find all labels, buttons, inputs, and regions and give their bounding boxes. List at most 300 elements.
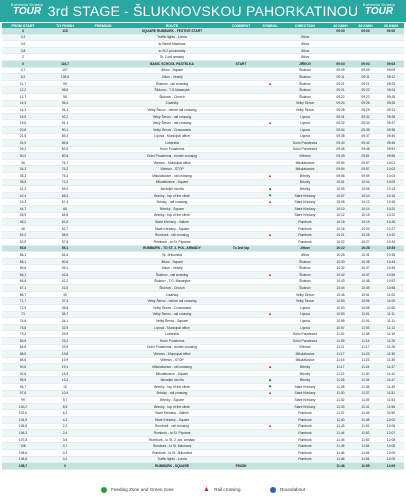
table-row xyxy=(2,126,404,133)
cell-time-35: 09:28 xyxy=(378,100,404,107)
cell-time-35: 11:26 xyxy=(378,337,404,344)
cell-time-35: 10:39 xyxy=(378,252,404,259)
cell-to-finish: 80,5 xyxy=(44,153,86,160)
cell-symbol xyxy=(258,370,282,377)
cell-comment xyxy=(224,47,258,54)
cell-route: Staré Křečany - Valbeň xyxy=(120,410,224,417)
cell-to-finish: 2,2 xyxy=(44,423,86,430)
cell-time-38: 09:37 xyxy=(353,133,378,140)
cell-symbol xyxy=(258,153,282,160)
itinerary-table xyxy=(2,23,404,470)
cell-symbol xyxy=(258,219,282,226)
cell-from-start: 36 xyxy=(2,159,44,166)
table-row xyxy=(2,120,404,127)
cell-time-38: 11:03 xyxy=(353,324,378,331)
cell-to-finish: 75,4 xyxy=(44,173,86,180)
cell-time-38: 09:57 xyxy=(353,166,378,173)
cell-to-finish: 15,9 xyxy=(44,370,86,377)
cell-from-start: 53,6 xyxy=(2,245,44,252)
cell-route: Brtníky - top of the climb xyxy=(120,384,224,391)
cell-time-35: 10:16 xyxy=(378,192,404,199)
cell-time-38: 09:09 xyxy=(353,67,378,74)
cell-time-38: 10:28 xyxy=(353,245,378,252)
cell-to-finish: 82,5 xyxy=(44,146,86,153)
cell-from-start: 34,3 xyxy=(2,166,44,173)
cell-to-finish: 37,4 xyxy=(44,298,86,305)
cell-route: Rumburk - to St. Plynárni xyxy=(120,430,224,437)
table-body xyxy=(2,28,404,469)
cell-direction: Rumburk xyxy=(282,410,328,417)
cell-route: Mikulášovice - Square xyxy=(120,370,224,377)
cell-symbol xyxy=(258,278,282,285)
table-row xyxy=(2,41,404,48)
cell-premium xyxy=(86,219,120,226)
cell-comment xyxy=(224,443,258,450)
cell-time-35: 09:09 xyxy=(378,67,404,74)
cell-premium xyxy=(86,239,120,246)
cell-route: Císařský xyxy=(120,291,224,298)
cell-time-38: 10:20 xyxy=(353,225,378,232)
cell-time-38: 11:55 xyxy=(353,463,378,470)
cell-to-finish: 116,7 xyxy=(44,60,86,67)
cell-symbol xyxy=(258,265,282,272)
cell-route: Šluknov - rail crossing xyxy=(120,80,224,87)
cell-premium xyxy=(86,126,120,133)
cell-comment xyxy=(224,133,258,140)
cell-comment xyxy=(224,74,258,81)
cell-symbol xyxy=(258,179,282,186)
cell-comment xyxy=(224,417,258,424)
cell-from-start: 102,5 xyxy=(2,410,44,417)
cell-time-40: 09:31 xyxy=(328,113,353,120)
cell-from-start: 42,4 xyxy=(2,192,44,199)
page-title: 3rd STAGE - ŠLUKNOVSKOU PAHORKATINOU xyxy=(47,3,359,19)
table-row xyxy=(2,245,404,252)
logo-subtitle: Bohemia Sudety xyxy=(10,2,44,7)
cell-symbol xyxy=(258,397,282,404)
table-row xyxy=(2,436,404,443)
cell-symbol xyxy=(258,271,282,278)
cell-symbol xyxy=(258,87,282,94)
cell-route: Staré Křečany - Square xyxy=(120,225,224,232)
cell-time-35: 11:49 xyxy=(378,384,404,391)
cell-time-38: 11:37 xyxy=(353,390,378,397)
cell-route: Loberská xyxy=(120,331,224,338)
cell-route: Mikulášovice - rail crossing xyxy=(120,364,224,371)
cell-route: BASIC SCHOOL PASTELKA xyxy=(120,60,224,67)
cell-direction: Jiřkov xyxy=(282,34,328,41)
cell-premium xyxy=(86,107,120,114)
cell-time-35: 09:25 xyxy=(378,93,404,100)
cell-time-35: 11:08 xyxy=(378,304,404,311)
cell-direction: Jiřkov xyxy=(282,252,328,259)
cell-time-35: 09:55 xyxy=(378,153,404,160)
cell-direction: Dolní Poustevna xyxy=(282,331,328,338)
cell-to-finish: 35,7 xyxy=(44,311,86,318)
cell-symbol xyxy=(258,34,282,41)
cell-time-35: 10:04 xyxy=(378,173,404,180)
table-row xyxy=(2,54,404,61)
cell-from-start: 97,8 xyxy=(2,390,44,397)
cell-premium xyxy=(86,344,120,351)
table-row xyxy=(2,390,404,397)
col-direction: DIRECTION xyxy=(282,23,328,28)
cell-from-start: 14,3 xyxy=(2,100,44,107)
table-row xyxy=(2,364,404,371)
cell-to-finish: 25,2 xyxy=(44,337,86,344)
cell-to-finish: 4,2 xyxy=(44,417,86,424)
cell-time-38: 10:35 xyxy=(353,258,378,265)
cell-comment xyxy=(224,265,258,272)
cell-comment xyxy=(224,344,258,351)
cell-route: Rumburk - to St. Máchova xyxy=(120,443,224,450)
cell-premium xyxy=(86,153,120,160)
cell-route: Jiřkov - Square xyxy=(120,67,224,74)
cell-premium xyxy=(86,93,120,100)
cell-time-38: 09:03 xyxy=(353,60,378,67)
cell-to-finish: 50,6 xyxy=(44,258,86,265)
table-row xyxy=(2,93,404,100)
cell-to-finish: 69,4 xyxy=(44,186,86,193)
cell-premium xyxy=(86,166,120,173)
cell-premium xyxy=(86,74,120,81)
cell-symbol xyxy=(258,239,282,246)
cell-premium xyxy=(86,133,120,140)
cell-direction: Staré Křečany xyxy=(282,397,328,404)
cell-to-finish: 6,2 xyxy=(44,410,86,417)
feeding-zone-icon: ⚑ xyxy=(268,193,272,199)
cell-comment xyxy=(224,430,258,437)
cell-premium xyxy=(86,351,120,358)
cell-time-35: 12:09 xyxy=(378,456,404,463)
cell-time-40 xyxy=(328,41,353,48)
cell-from-start: 67,1 xyxy=(2,285,44,292)
cell-to-finish xyxy=(44,47,86,54)
cell-time-40: 09:09 xyxy=(328,67,353,74)
cell-direction: Vilémov xyxy=(282,153,328,160)
cell-from-start: 3,7 xyxy=(2,67,44,74)
cell-direction: Velký Šenov xyxy=(282,107,328,114)
cell-time-40: 11:40 xyxy=(328,417,353,424)
table-row xyxy=(2,265,404,272)
cell-time-40: 09:49 xyxy=(328,153,353,160)
cell-to-finish: 57,8 xyxy=(44,239,86,246)
cell-time-35: 10:22 xyxy=(378,212,404,219)
cell-to-finish: 2,4 xyxy=(44,430,86,437)
cell-time-35: 11:00 xyxy=(378,291,404,298)
cell-route: Brtníky - top of the climb xyxy=(120,403,224,410)
table-row xyxy=(2,34,404,41)
cell-time-35: 09:35 xyxy=(378,113,404,120)
cell-from-start: 71,7 xyxy=(2,298,44,305)
cell-premium xyxy=(86,265,120,272)
cell-symbol xyxy=(258,410,282,417)
cell-comment xyxy=(224,166,258,173)
cell-time-35: 11:28 xyxy=(378,344,404,351)
cell-premium xyxy=(86,390,120,397)
cell-direction: Brtníky xyxy=(282,364,328,371)
table-row xyxy=(2,331,404,338)
cell-time-35: 12:07 xyxy=(378,430,404,437)
cell-time-35: 11:13 xyxy=(378,324,404,331)
cell-comment: FINISH xyxy=(224,463,258,470)
cell-from-start: 106,5 xyxy=(2,423,44,430)
cell-direction: Rumburk xyxy=(282,232,328,239)
cell-premium xyxy=(86,212,120,219)
cell-to-finish: 107 xyxy=(44,67,86,74)
cell-premium xyxy=(86,377,120,384)
cell-symbol xyxy=(258,252,282,259)
logo-text: TOUR xyxy=(364,6,394,17)
cell-comment xyxy=(224,278,258,285)
cell-time-38: 09:00 xyxy=(353,28,378,34)
cell-to-finish: 92,2 xyxy=(44,113,86,120)
cell-time-35: 10:34 xyxy=(378,239,404,246)
cell-time-35: 10:45 xyxy=(378,265,404,272)
cell-premium xyxy=(86,331,120,338)
cell-time-38: 09:26 xyxy=(353,100,378,107)
cell-from-start: 104,5 xyxy=(2,417,44,424)
cell-comment xyxy=(224,311,258,318)
cell-route: SQUARE RUMBURK - FESTIVE START xyxy=(120,28,224,34)
cell-to-finish: 40 xyxy=(44,291,86,298)
cell-symbol xyxy=(258,93,282,100)
cell-symbol xyxy=(258,344,282,351)
cell-symbol xyxy=(258,140,282,147)
cell-comment xyxy=(224,100,258,107)
cell-comment xyxy=(224,252,258,259)
cell-time-35: 09:51 xyxy=(378,146,404,153)
cell-route: Brtníky - rail crossing xyxy=(120,199,224,206)
cell-comment xyxy=(224,450,258,457)
col-40kmh: 40 KM/H xyxy=(328,23,353,28)
table-row xyxy=(2,219,404,226)
cell-direction: Šluknov xyxy=(282,87,328,94)
cell-direction: Velký Šenov xyxy=(282,100,328,107)
cell-from-start: 52,2 xyxy=(2,232,44,239)
cell-time-38: 10:14 xyxy=(353,206,378,213)
cell-direction: Vilémov xyxy=(282,344,328,351)
table-row xyxy=(2,298,404,305)
cell-comment xyxy=(224,456,258,463)
cell-to-finish: 32,9 xyxy=(44,324,86,331)
cell-time-38: 10:47 xyxy=(353,271,378,278)
cell-premium xyxy=(86,179,120,186)
table-row xyxy=(2,113,404,120)
cell-time-38: 10:27 xyxy=(353,239,378,246)
cell-direction: Brtníky xyxy=(282,179,328,186)
cell-from-start: 21,5 xyxy=(2,133,44,140)
cell-premium xyxy=(86,304,120,311)
cell-comment xyxy=(224,146,258,153)
cell-direction: Rumburk xyxy=(282,456,328,463)
cell-to-finish xyxy=(44,41,86,48)
cell-time-35: 11:47 xyxy=(378,377,404,384)
cell-premium xyxy=(86,364,120,371)
cell-time-35: 11:37 xyxy=(378,364,404,371)
cell-symbol xyxy=(258,41,282,48)
cell-direction: Jiřkov xyxy=(282,54,328,61)
cell-symbol xyxy=(258,258,282,265)
table-row xyxy=(2,107,404,114)
cell-symbol xyxy=(258,100,282,107)
cell-direction: Rumburk xyxy=(282,423,328,430)
cell-time-40: 10:53 xyxy=(328,304,353,311)
cell-direction: Lipová xyxy=(282,311,328,318)
cell-from-start: 16,3 xyxy=(2,107,44,114)
cell-time-38: 11:53 xyxy=(353,436,378,443)
page-header xyxy=(0,0,406,22)
cell-from-start: 12,2 xyxy=(2,87,44,94)
cell-from-start: 11,7 xyxy=(2,80,44,87)
cell-route: Brtníky - rail crossing xyxy=(120,390,224,397)
cell-time-40: 10:15 xyxy=(328,219,353,226)
cell-time-35: 10:20 xyxy=(378,206,404,213)
cell-time-40: 09:54 xyxy=(328,166,353,173)
cell-to-finish: 13,2 xyxy=(44,377,86,384)
cell-from-start: 41,3 xyxy=(2,186,44,193)
cell-symbol xyxy=(258,403,282,410)
table-row xyxy=(2,384,404,391)
cell-time-40: 10:30 xyxy=(328,258,353,265)
cell-premium xyxy=(86,34,120,41)
cell-direction: Rumburk xyxy=(282,417,328,424)
cell-time-40: 10:10 xyxy=(328,206,353,213)
cell-time-35: 11:11 xyxy=(378,311,404,318)
cell-from-start: 90,6 xyxy=(2,364,44,371)
cell-route: Císařský xyxy=(120,100,224,107)
cell-comment xyxy=(224,120,258,127)
cell-from-start: 38,5 xyxy=(2,179,44,186)
cell-symbol xyxy=(258,298,282,305)
table-row xyxy=(2,291,404,298)
cell-time-40: 10:22 xyxy=(328,239,353,246)
cell-direction: Šluknov xyxy=(282,80,328,87)
feeding-zone-icon: ⚑ xyxy=(268,377,272,383)
cell-direction: Staré Křečany xyxy=(282,384,328,391)
cell-time-40: 10:44 xyxy=(328,285,353,292)
cell-time-38: 11:08 xyxy=(353,331,378,338)
legend-rail-label: Rail crossing xyxy=(214,487,241,492)
cell-time-40: 11:17 xyxy=(328,364,353,371)
cell-comment xyxy=(224,67,258,74)
rail-crossing-icon: ▲ xyxy=(268,423,272,429)
cell-to-finish: 89,2 xyxy=(44,133,86,140)
cell-premium xyxy=(86,258,120,265)
cell-premium xyxy=(86,47,120,54)
table-row xyxy=(2,239,404,246)
cell-to-finish: 96,4 xyxy=(44,100,86,107)
cell-time-40: 09:40 xyxy=(328,140,353,147)
cell-route: Velký Šenov - Square xyxy=(120,318,224,325)
feeding-zone-icon: ⚑ xyxy=(268,384,272,390)
cell-time-38: 11:54 xyxy=(353,456,378,463)
cell-from-start: 0,8 xyxy=(2,47,44,54)
table-row xyxy=(2,351,404,358)
cell-from-start: 88,6 xyxy=(2,357,44,364)
cell-route: Velký Šenov - Crossroads xyxy=(120,126,224,133)
cell-time-40: 09:45 xyxy=(328,146,353,153)
cell-route: RUMBURK - SQUARE xyxy=(120,463,224,470)
cell-premium xyxy=(86,318,120,325)
table-row xyxy=(2,271,404,278)
cell-direction: Šluknov xyxy=(282,67,328,74)
cell-symbol xyxy=(258,245,282,252)
cell-time-40: 09:00 xyxy=(328,28,353,34)
col-35kmh: 35 KM/H xyxy=(378,23,404,28)
cell-route: Rumburk - to St. Plynárni xyxy=(120,239,224,246)
cell-premium xyxy=(86,443,120,450)
cell-comment: To 2nd lap xyxy=(224,245,258,252)
table-row xyxy=(2,410,404,417)
cell-to-finish: 9,7 xyxy=(44,397,86,404)
cell-symbol xyxy=(258,311,282,318)
cell-premium xyxy=(86,87,120,94)
cell-direction: Brtníky xyxy=(282,186,328,193)
table-row xyxy=(2,423,404,430)
table-row xyxy=(2,337,404,344)
table-row xyxy=(2,344,404,351)
cell-time-35: 11:19 xyxy=(378,331,404,338)
cell-premium xyxy=(86,54,120,61)
cell-time-35: 10:18 xyxy=(378,199,404,206)
cell-comment xyxy=(224,219,258,226)
cell-to-finish: 55,1 xyxy=(44,245,86,252)
cell-to-finish: 72,2 xyxy=(44,179,86,186)
table-row xyxy=(2,324,404,331)
cell-time-35: 09:23 xyxy=(378,80,404,87)
cell-from-start: 24,9 xyxy=(2,140,44,147)
cell-premium xyxy=(86,67,120,74)
cell-time-40 xyxy=(328,34,353,41)
cell-premium xyxy=(86,271,120,278)
table-row xyxy=(2,456,404,463)
cell-time-38: 11:01 xyxy=(353,318,378,325)
cell-symbol xyxy=(258,357,282,364)
cell-time-40: 11:46 xyxy=(328,463,353,470)
cell-symbol xyxy=(258,436,282,443)
cell-comment xyxy=(224,377,258,384)
cell-direction xyxy=(282,463,328,470)
cell-premium xyxy=(86,410,120,417)
cell-time-40: 09:56 xyxy=(328,173,353,180)
cell-time-38: 09:46 xyxy=(353,146,378,153)
cell-time-35 xyxy=(378,47,404,54)
cell-time-38: 10:31 xyxy=(353,252,378,259)
cell-premium xyxy=(86,41,120,48)
cell-time-35: 09:37 xyxy=(378,120,404,127)
cell-to-finish: 42,6 xyxy=(44,271,86,278)
cell-comment xyxy=(224,107,258,114)
table-row xyxy=(2,232,404,239)
cell-route: Velký Šenov - before rail crossing xyxy=(120,298,224,305)
cell-route: Šluknov - T.G.Masaryka xyxy=(120,87,224,94)
table-row xyxy=(2,311,404,318)
cell-route: St. Jiříkovská xyxy=(120,252,224,259)
cell-symbol xyxy=(258,120,282,127)
cell-time-40: 10:21 xyxy=(328,232,353,239)
cell-direction: Brtníky xyxy=(282,173,328,180)
cell-time-40: 10:43 xyxy=(328,278,353,285)
col-symbol: SYMBOL xyxy=(258,23,282,28)
cell-symbol xyxy=(258,351,282,358)
cell-route: Rumburk - rail crossing xyxy=(120,232,224,239)
cell-from-start: 88,9 xyxy=(2,351,44,358)
cell-time-38: 11:23 xyxy=(353,357,378,364)
cell-comment xyxy=(224,212,258,219)
cell-from-start: 59,6 xyxy=(2,265,44,272)
cell-symbol xyxy=(258,377,282,384)
